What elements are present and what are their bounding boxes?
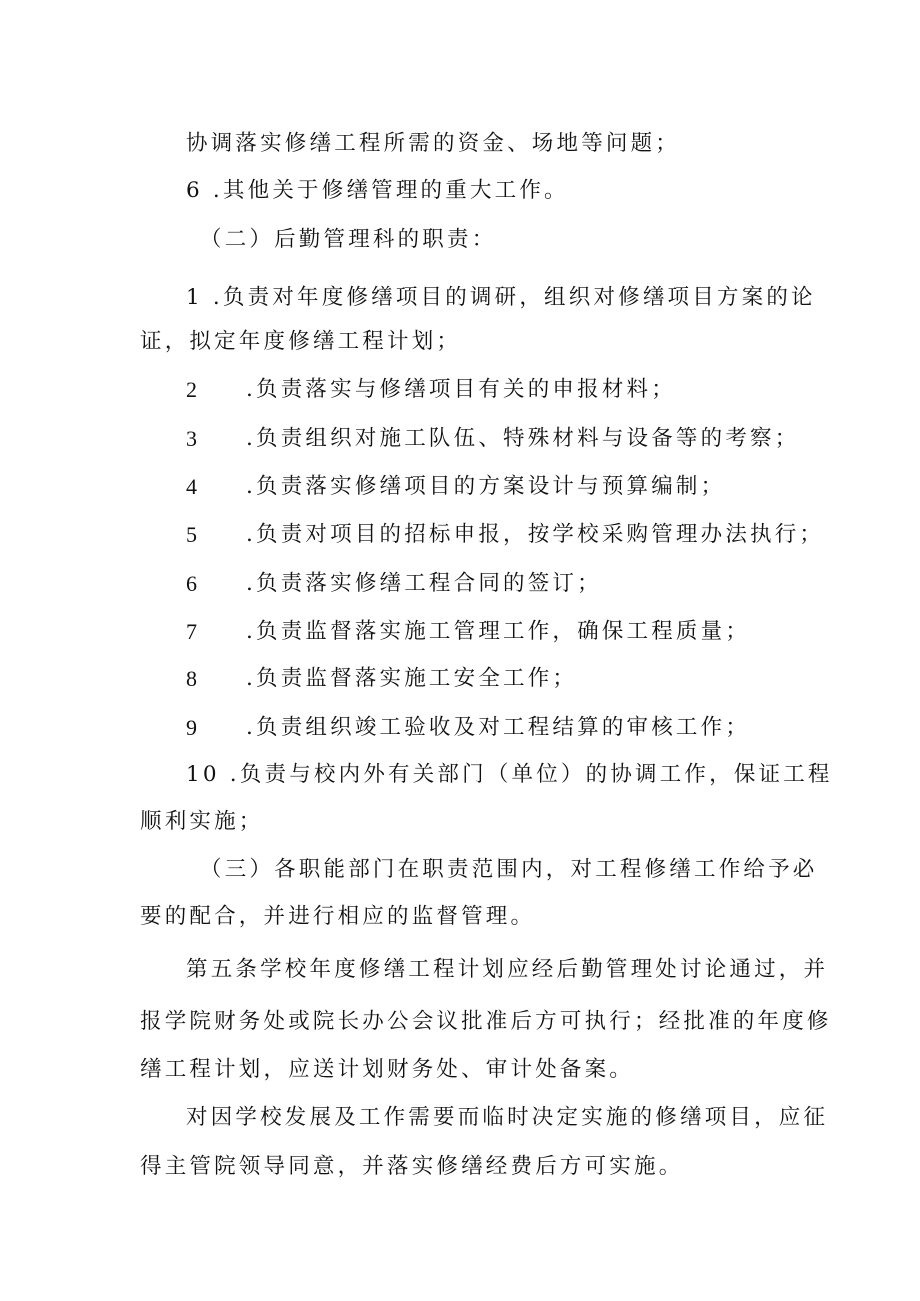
item-number: 2 bbox=[186, 377, 197, 402]
paragraph-line: 6 .其他关于修缮管理的重大工作。 bbox=[186, 178, 569, 203]
item-number: 5 bbox=[186, 522, 197, 547]
item-text: .负责监督落实施工安全工作； bbox=[246, 666, 578, 691]
paragraph-line: 证，拟定年度修缮工程计划； bbox=[140, 329, 462, 354]
item-text: .负责监督落实施工管理工作，确保工程质量； bbox=[246, 619, 751, 644]
item-text: .负责落实修缮项目的方案设计与预算编制； bbox=[246, 474, 726, 499]
item-number: 9 bbox=[186, 715, 197, 740]
paragraph-line: 对因学校发展及工作需要而临时决定实施的修缮项目，应征 bbox=[186, 1105, 829, 1130]
section-heading: （三）各职能部门在职责范围内，对工程修缮工作给予必 bbox=[200, 857, 818, 882]
item-number: 7 bbox=[186, 619, 197, 644]
paragraph-line: 1 .负责对年度修缮项目的调研，组织对修缮项目方案的论 bbox=[186, 285, 816, 310]
item-text: .负责对项目的招标申报，按学校采购管理办法执行； bbox=[246, 522, 825, 547]
paragraph-line: 协调落实修缮工程所需的资金、场地等问题； bbox=[186, 131, 681, 156]
item-text: .负责落实修缮工程合同的签订； bbox=[246, 571, 602, 596]
paragraph-line: 缮工程计划，应送计划财务处、审计处备案。 bbox=[140, 1057, 635, 1082]
paragraph-line: 要的配合，并进行相应的监督管理。 bbox=[140, 904, 536, 929]
paragraph-line: 第五条学校年度修缮工程计划应经后勤管理处讨论通过，并 bbox=[186, 957, 829, 982]
paragraph-line: 10 .负责与校内外有关部门（单位）的协调工作，保证工程 bbox=[186, 762, 833, 787]
item-text: .负责组织竣工验收及对工程结算的审核工作； bbox=[246, 715, 751, 740]
paragraph-line: 顺利实施； bbox=[140, 809, 264, 834]
item-text: .负责组织对施工队伍、特殊材料与设备等的考察； bbox=[246, 426, 800, 451]
paragraph-line: 报学院财务处或院长办公会议批准后方可执行；经批准的年度修 bbox=[140, 1009, 832, 1034]
item-number: 8 bbox=[186, 666, 197, 691]
paragraph-line: 得主管院领导同意，并落实修缮经费后方可实施。 bbox=[140, 1154, 684, 1179]
item-number: 6 bbox=[186, 571, 197, 596]
item-text: .负责落实与修缮项目有关的申报材料； bbox=[246, 377, 676, 402]
item-number: 3 bbox=[186, 426, 197, 451]
item-number: 4 bbox=[186, 474, 197, 499]
section-heading: （二）后勤管理科的职责： bbox=[200, 227, 497, 252]
